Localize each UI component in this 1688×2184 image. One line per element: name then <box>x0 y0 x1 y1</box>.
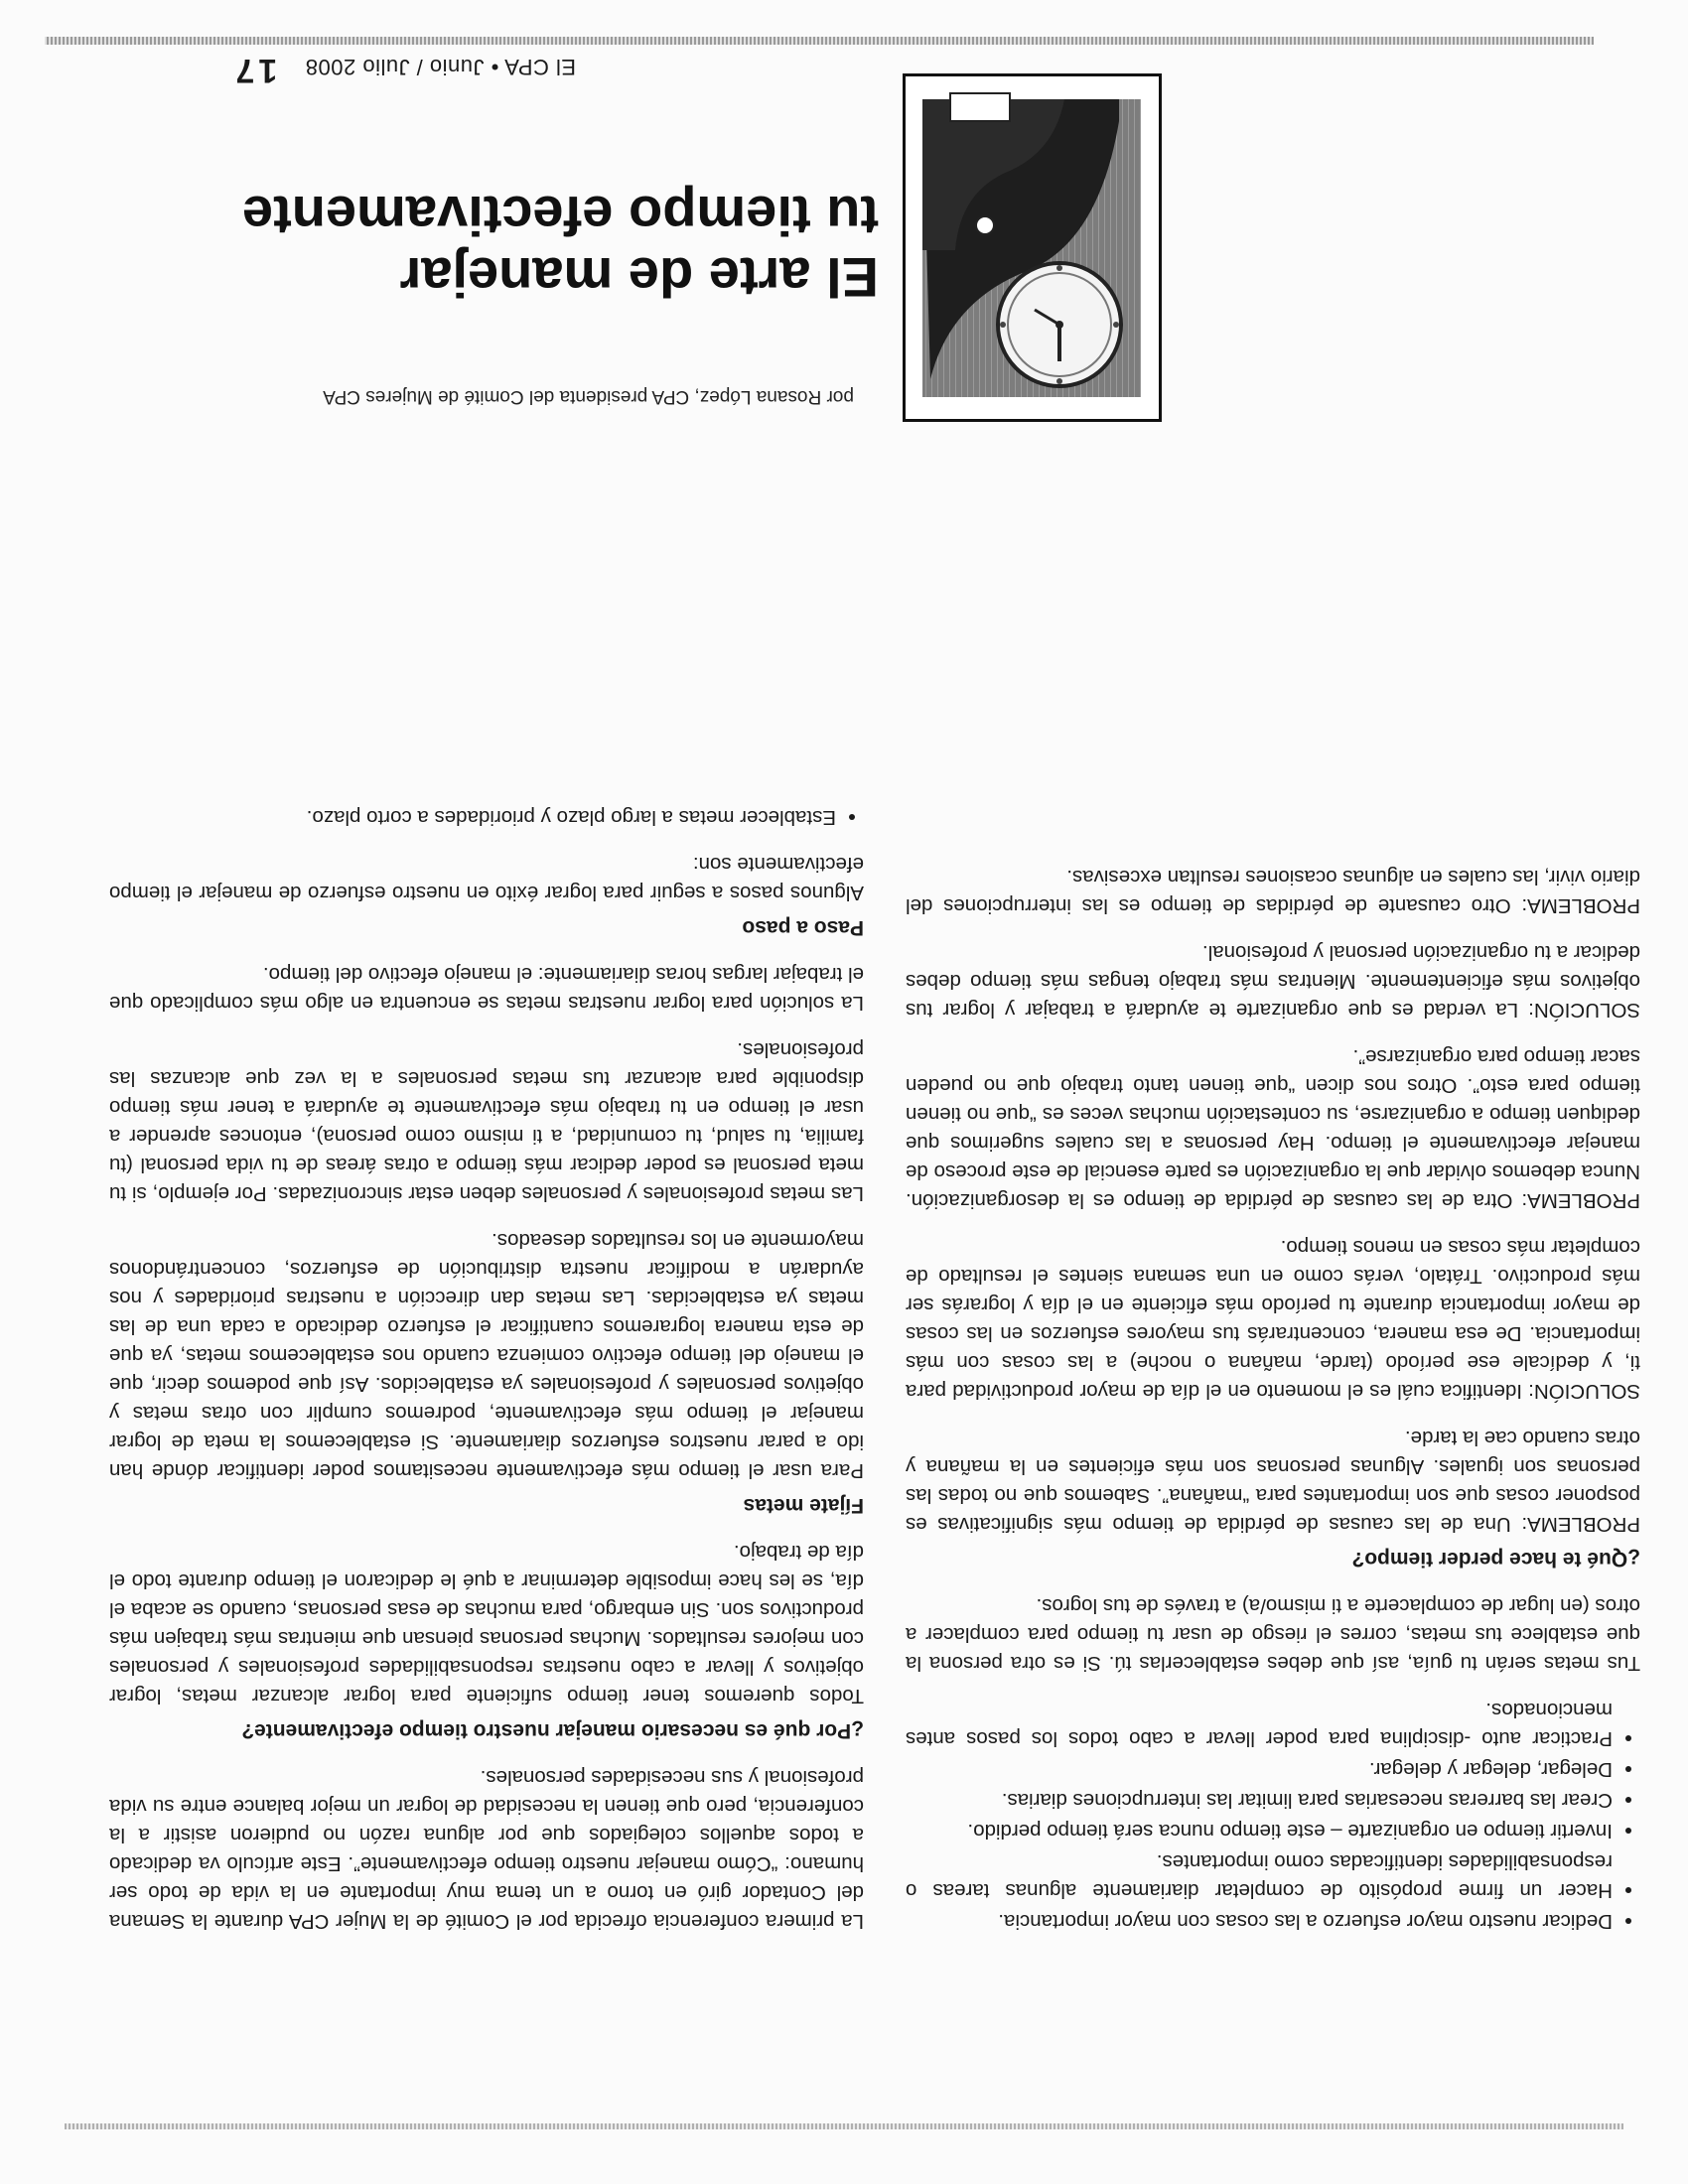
solution-2: SOLUCIÓN: La verdad es que organizarte te ayudará a trabajar y lograr tus objetivos más eficientemente. Mientras más trabajo tengas más tiempo debes dedicar a tu organización personal y profesional. <box>906 941 1640 1022</box>
steps-bullet: • Dedicar nuestro mayor esfuerzo a las cosas con mayor importancia. <box>906 1907 1613 1936</box>
goals-paragraph-1: Para usar el tiempo más efectivamente necesitamos poder identificar dónde han ido a parar nuestros esfuerzos diariamente. Si establecemos la meta de lograr manejar el tiempo más efectivamente, podremos cumplir con otras metas y objetivos personales y profesionales ya establecidos. Así que podemos decir, que el manejo del tiempo efectivo comienza cuando nos establecemos metas, ya que de esta manera lograremos cuantificar el esfuerzo dedicado a cada una de las metas ya establecidas. Las metas dan dirección a nuestras prioridades y nos ayudarán a modificar nuestra distribución de esfuerzos, concentrándonos mayormente en los resultados deseados. <box>109 1229 864 1482</box>
why-paragraph: Todos queremos tener tiempo suficiente para lograr alcanzar metas, lograr objetivos y llevar a cabo nuestras responsabilidades profesionales y personales con mejores resultados. Muchas personas piensan que mientras más trabajen más productivos son. Sin embargo, para muchas de esas personas, cuando se acaba el día, se les hace imposible determinar a qué le dedicaron el tiempo durante todo el día de trabajo. <box>109 1541 864 1707</box>
goals-paragraph-3: La solución para lograr nuestras metas se encuentra en algo más complicado que el trabajar largas horas diariamente: el manejo efectivo del tiempo. <box>109 963 864 1015</box>
publication-info: El CPA • Junio / Julio 2008 <box>305 55 576 79</box>
heading-lose-time: ¿Qué te hace perder tiempo? <box>1351 1548 1640 1570</box>
heading-why: ¿Por qué es necesario manejar nuestro tiempo efectivamente? <box>241 1719 864 1742</box>
steps-bullet: • Crear las barreras necesarias para limitar las interrupciones diarias. <box>906 1786 1613 1815</box>
goals-paragraph-2: Las metas profesionales y personales deben estar sincronizadas. Por ejemplo, si tu meta personal es poder dedicar más tiempo a otras áreas de tu vida personal (tu familia, tu salud, tu comunidad, a ti mismo como persona), entonces aprender a usar el tiempo en tu trabajo más efectivamente te ayudará a tener más tiempo disponible para alcanzar tus metas personales a la vez que alcanzas las profesionales. <box>109 1038 864 1205</box>
intro-paragraph: La primera conferencia ofrecida por el Comité de la Mujer CPA durante la Semana del Contador giró en torno a un tema muy importante en la vida de todo ser humano: “Cómo manejar nuestro tiempo efectivamente”. Este artículo va dedicado a todos aquellos colegiados que por alguna razón no pudieron asistir a la conferencia, pero que tienen la necesidad de lograr un mejor balance entre su vida profesional y sus necesidades personales. <box>109 1766 864 1933</box>
steps-list <box>906 1696 1640 1936</box>
article-title <box>104 185 879 308</box>
title-line-2: tu tiempo efectivamente <box>241 185 879 247</box>
clock-face-illustration <box>903 73 1162 422</box>
steps-bullet: • Delegar, delegar y delegar. <box>906 1755 1613 1784</box>
steps-bullet: • Invertir tiempo en organizarte – este tiempo nunca será tiempo perdido. <box>906 1817 1613 1845</box>
title-line-1: El arte de manejar <box>399 246 879 309</box>
guide-paragraph: Tus metas serán tu guía, así que debes establecerlas tú. Si es otra persona la que establece tus metas, corres el riesgo de usar tu tiempo para complacer a otros (en lugar de complacerte a ti mismo/a) a través de tus logros. <box>906 1594 1640 1675</box>
steps-paragraph: Algunos pasos a seguir para lograr éxito en nuestro esfuerzo de manejar el tiempo efectivamente son: <box>109 853 864 904</box>
page-number: 17 <box>231 52 278 89</box>
heading-steps: Paso a paso <box>742 916 864 939</box>
problem-2: PROBLEMA: Otra de las causas de pérdida de tiempo es la desorganización. Nunca debemos olvidar que la organización es parte esencial de este proceso de manejar efectivamente el tiempo. Hay personas a las cuales sugerimos que dediquen tiempo a organizarse, su contestación muchas veces es “que no tienen tiempo para esto”. Otros nos dicen “que tienen tanto trabajo que no pueden sacar tiempo para organizarse”. <box>906 1045 1640 1212</box>
steps-bullet: • Hacer un firme propósito de completar diariamente algunas tareas o responsabilidades identificadas como importantes. <box>906 1847 1613 1905</box>
problem-3: PROBLEMA: Otro causante de pérdidas de tiempo es las interrupciones del diario vivir, las cuales en algunas ocasiones resultan excesivas. <box>906 866 1640 917</box>
steps-bullet: • Practicar auto -disciplina para poder llevar a cabo todos los pasos antes mencionados. <box>906 1696 1613 1753</box>
top-dotted-rule <box>45 37 1594 45</box>
steps-list-start <box>109 803 864 832</box>
right-column <box>109 785 864 1936</box>
problem-1: PROBLEMA: Una de las causas de pérdida de tiempo más significativas es posponer cosas que son importantes para “mañana”. Sabemos que no todas las personas son iguales. Algunas personas son más eficientes en la mañana y otras cuando cae la tarde. <box>906 1427 1640 1536</box>
heading-goals: Fíjate metas <box>743 1494 864 1517</box>
solution-1: SOLUCIÓN: Identifica cuál es el momento en el día de mayor productividad para ti, y dedícale ese período (tarde, mañana o noche) a las cosas con más importancia. De esa manera, concentrarás tus mayores esfuerzos en las cosas de mayor importancia durante tu período más eficiente en el día y lograrás ser más productivo. Trátalo, verás como en una semana sientes el resultado de completar más cosas en menos tiempo. <box>906 1236 1640 1403</box>
bottom-dotted-rule <box>65 2123 1623 2129</box>
steps-bullet-1: • Establecer metas a largo plazo y prioridades a corto plazo. <box>109 803 836 832</box>
byline: por Rosana López, CPA presidenta del Comité de Mujeres CPA <box>323 386 854 407</box>
left-column <box>906 845 1640 1936</box>
page-footer <box>60 50 576 89</box>
